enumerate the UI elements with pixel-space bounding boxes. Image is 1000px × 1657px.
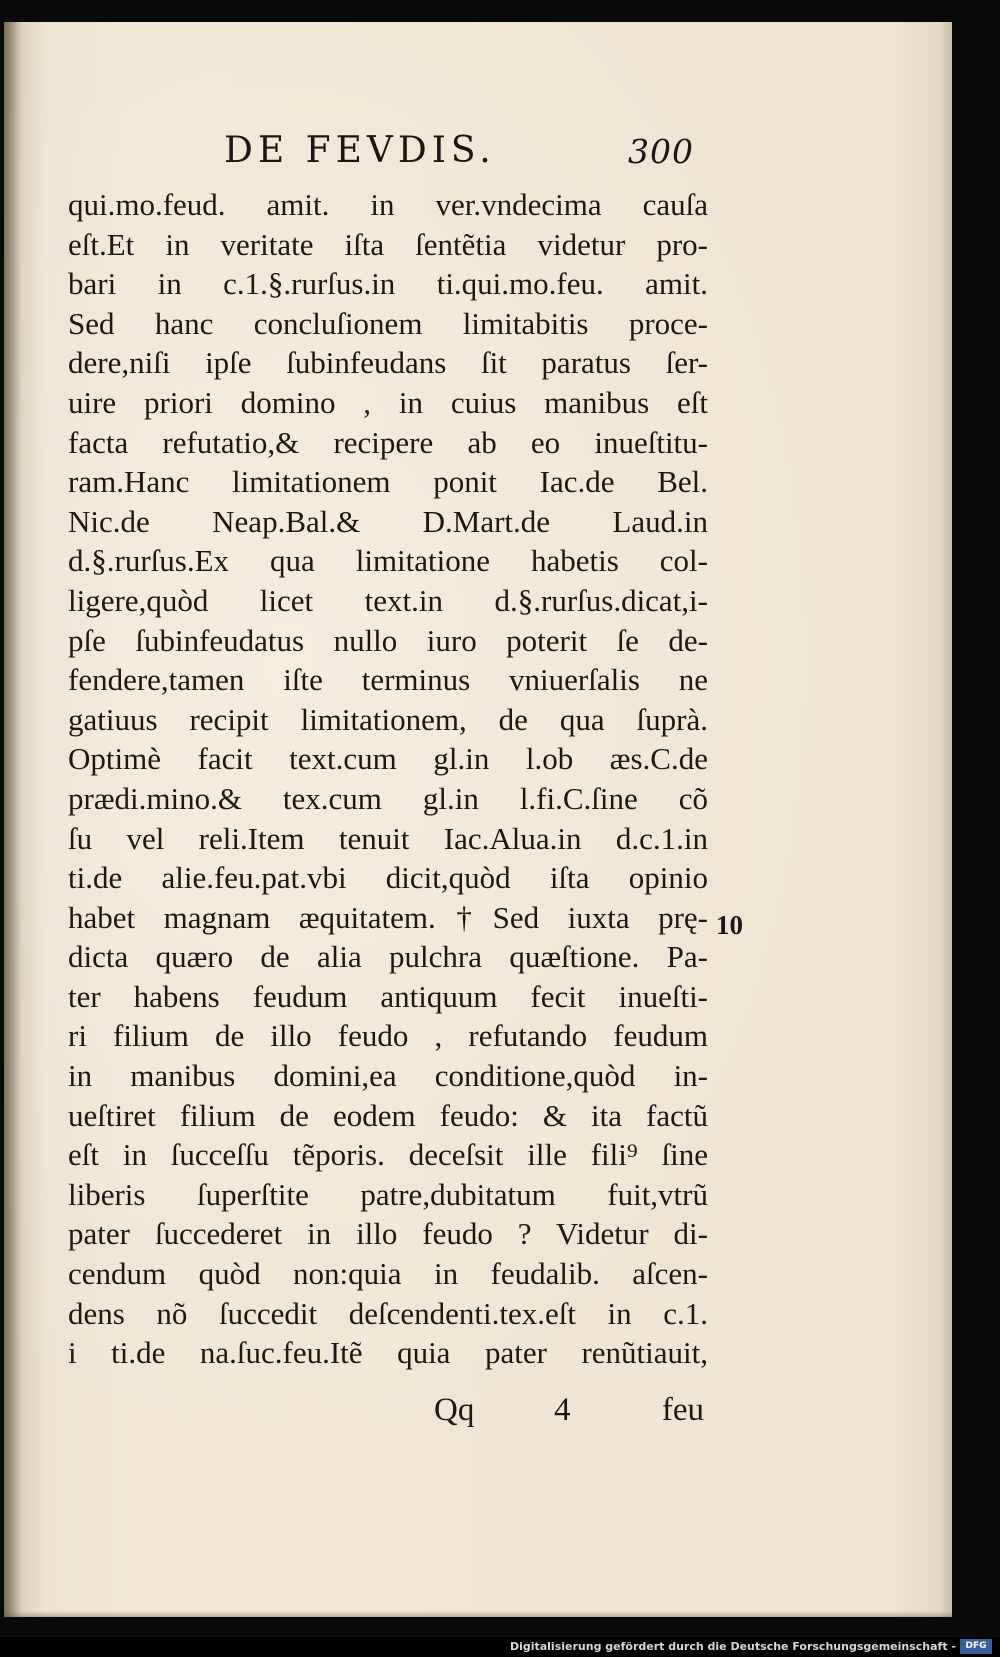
text-line: ueſtiret filium de eodem feudo: & ita factũ	[68, 1097, 708, 1133]
text-line: i ti.de na.ſuc.feu.Itẽ quia pater renũtiauit,	[68, 1335, 708, 1371]
page-footer	[64, 1388, 704, 1438]
body-text	[68, 185, 708, 1373]
text-line: Nic.de Neap.Bal.& D.Mart.de Laud.in	[68, 503, 708, 539]
signature-mark: Qq	[434, 1392, 475, 1428]
text-line: ram.Hanc limitationem ponit Iac.de Bel.	[68, 464, 708, 500]
text-line: eſt in ſucceſſu tẽporis. deceſsit ille fili⁹ ſine	[68, 1137, 708, 1173]
book-page	[4, 22, 952, 1617]
text-line: ri filium de illo feudo , refutando feudum	[68, 1018, 708, 1054]
credit-bar	[0, 1637, 1000, 1657]
margin-note-number: 10	[716, 910, 743, 940]
text-line: pater ſuccederet in illo feudo ? Videtur di-	[68, 1216, 708, 1252]
text-line: ligere,quòd licet text.in d.§.rurſus.dicat,i-	[68, 582, 708, 618]
dfg-logo-icon: DFG	[960, 1639, 992, 1654]
funding-credit: Digitalisierung gefördert durch die Deutsche Forschungsgemeinschaft -	[509, 1640, 956, 1653]
text-line: ti.de alie.feu.pat.vbi dicit,quòd iſta opinio	[68, 860, 708, 896]
page-bottom-edge	[4, 1611, 952, 1617]
text-line: qui.mo.feud. amit. in ver.vndecima cauſa	[68, 187, 708, 222]
folio-number: 300	[628, 132, 694, 171]
text-line: habet magnam æquitatem.†Sed iuxta prę-	[68, 899, 708, 935]
text-line: fendere,tamen iſte terminus vniuerſalis ne	[68, 662, 708, 698]
text-line: Optimè facit text.cum gl.in l.ob æs.C.de	[68, 741, 708, 777]
signature-number: 4	[554, 1392, 571, 1428]
text-line: prædi.mino.& tex.cum gl.in l.fi.C.ſine cõ	[68, 780, 708, 816]
text-line: dicta quæro de alia pulchra quæſtione. Pa-	[68, 939, 708, 975]
text-line: Sed hanc concluſionem limitabitis proce-	[68, 305, 708, 341]
text-line: facta refutatio,& recipere ab eo inueſtitu-	[68, 424, 708, 460]
text-line: d.§.rurſus.Ex qua limitatione habetis col-	[68, 543, 708, 579]
text-line: dere,niſi ipſe ſubinfeudans ſit paratus ſer-	[68, 345, 708, 381]
text-line: in manibus domini,ea conditione,quòd in-	[68, 1058, 708, 1094]
text-line: bari in c.1.§.rurſus.in ti.qui.mo.feu. amit.	[68, 266, 708, 302]
text-line: uire priori domino , in cuius manibus eſt	[68, 384, 708, 420]
text-line: dens nõ ſuccedit deſcendenti.tex.eſt in c.1.	[68, 1295, 708, 1331]
text-line: gatiuus recipit limitationem, de qua ſuprà.	[68, 701, 708, 737]
running-title: DE FEVDIS.	[224, 130, 496, 171]
text-line: liberis ſuperſtite patre,dubitatum fuit,vtrũ	[68, 1176, 708, 1212]
text-line: ter habens feudum antiquum fecit inueſti-	[68, 978, 708, 1014]
text-line: ſu vel reli.Item tenuit Iac.Alua.in d.c.1.in	[68, 820, 708, 856]
gutter-shadow	[4, 22, 22, 1617]
catchword: feu	[661, 1392, 704, 1428]
text-line: pſe ſubinfeudatus nullo iuro poterit ſe de-	[68, 622, 708, 658]
text-line: cendum quòd non:quia in feudalib. aſcen-	[68, 1256, 708, 1292]
page-header	[64, 122, 694, 182]
text-line: eſt.Et in veritate iſta ſentẽtia videtur pro-	[68, 226, 708, 262]
